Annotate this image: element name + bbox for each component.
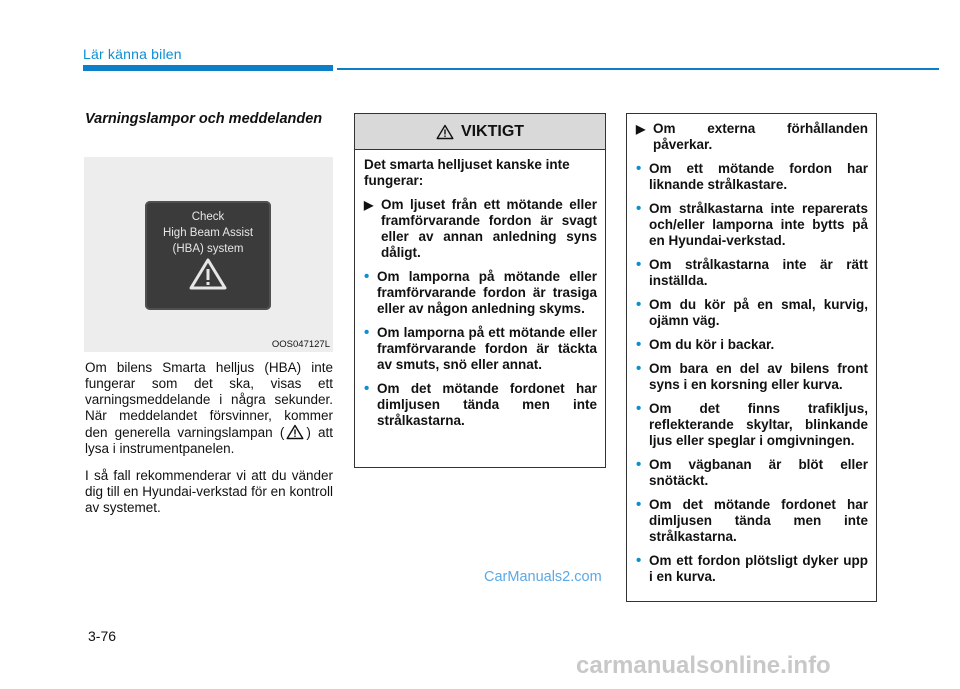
notice-box [354,113,606,468]
arrow-icon: ▶ [636,122,646,136]
item-text: Om ljuset från ett mötande eller framförvarande fordon är svagt eller av annan anledning syns dåligt. [381,197,597,260]
item-text: Om strålkastarna inte är rätt inställda. [649,257,868,288]
bullet-icon: • [364,324,370,341]
cluster-display [145,201,271,310]
list-item [636,161,868,193]
notice-header [355,114,605,150]
bullet-icon: • [636,400,642,417]
display-line: High Beam Assist [162,227,254,239]
bullet-icon: • [636,160,642,177]
notice-heading: VIKTIGT [460,122,525,140]
section-title: Varningslampor och meddelanden [85,111,323,127]
bullet-icon: • [636,456,642,473]
item-text: Om det mötande fordonet har dimljusen tända men inte strålkastarna. [649,497,868,544]
list-item [364,197,597,261]
list-item [636,297,868,329]
list-item [636,401,868,449]
list-item [636,457,868,489]
bullet-icon: • [636,360,642,377]
item-text: Om lamporna på ett mötande eller framförvarande fordon är täckta av smuts, snö eller annat. [377,325,597,372]
notice-intro: Det smarta helljuset kanske inte fungerar: [364,157,570,188]
item-text: Om vägbanan är blöt eller snötäckt. [649,457,868,488]
paragraph-hba [85,360,333,457]
item-text: Om strålkastarna inte reparerats och/eller lamporna inte bytts på en Hyundai-verkstad. [649,201,868,248]
watermark-link[interactable]: CarManuals2.com [484,569,602,585]
arrow-icon: ▶ [364,198,374,212]
figure-code: OOS047127L [271,339,330,350]
dashboard-figure [84,157,333,352]
warning-triangle-icon [189,257,227,291]
continued-box [626,113,877,602]
bullet-icon: • [636,256,642,273]
bullet-icon: • [636,200,642,217]
item-text: Om du kör i backar. [649,337,775,352]
item-text: Om det mötande fordonet har dimljusen tända men inte strålkastarna. [377,381,597,428]
list-item [636,553,868,585]
general-warning-icon [286,424,304,440]
bullet-icon: • [636,336,642,353]
list-item [364,269,597,317]
item-text: Om lamporna på mötande eller framförvarande fordon är trasiga eller av någon anledning skyms. [377,269,597,316]
footer-watermark: carmanualsonline.info [576,652,831,679]
list-item [636,497,868,545]
paragraph-workshop: I så fall rekommenderar vi att du vänder dig till en Hyundai-verkstad för en kontroll av systemet. [85,468,333,515]
item-text: Om externa förhållanden påverkar. [653,121,868,152]
section-header: Lär känna bilen [83,46,182,62]
caution-icon [436,124,454,140]
list-item [636,361,868,393]
bullet-icon: • [636,552,642,569]
list-item [636,257,868,289]
page-number: 3-76 [88,628,117,644]
item-text: Om det finns trafikljus, reflekterande skyltar, blinkande ljus eller speglar i omgivningen. [649,401,868,448]
item-text: Om du kör på en smal, kurvig, ojämn väg. [649,297,868,328]
display-line: Check [191,211,225,223]
list-item [636,121,868,153]
paragraph-text: ) att lysa i instrumentpanelen. [85,425,333,456]
bullet-icon: • [636,296,642,313]
bullet-icon: • [364,268,370,285]
list-item [364,381,597,429]
paragraph-text: Om bilens Smarta helljus (HBA) inte fungerar som det ska, visas ett varningsmeddelande i några sekunder. När meddelandet försvinner, kommer den generella varningslampan ( [85,360,333,440]
item-text: Om ett mötande fordon har liknande strålkastare. [649,161,868,192]
header-rule-thick [83,65,333,71]
list-item [636,337,868,353]
header-rule-thin [337,68,939,70]
bullet-icon: • [364,380,370,397]
item-text: Om ett fordon plötsligt dyker upp i en kurva. [649,553,868,584]
list-item [636,201,868,249]
list-item [364,325,597,373]
item-text: Om bara en del av bilens front syns i en korsning eller kurva. [649,361,868,392]
display-line: (HBA) system [172,243,244,255]
bullet-icon: • [636,496,642,513]
